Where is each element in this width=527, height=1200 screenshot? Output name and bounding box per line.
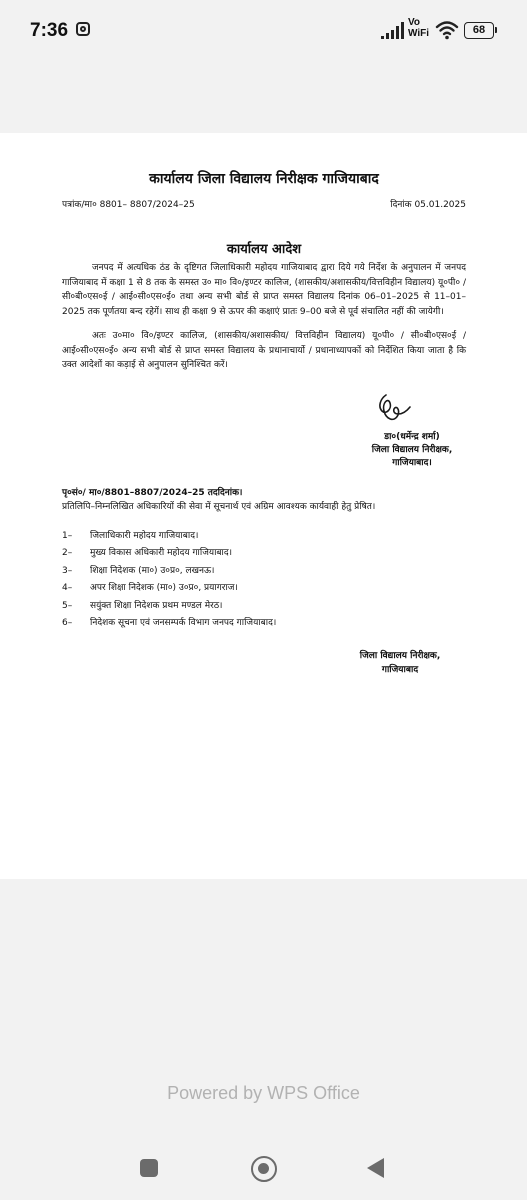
list-item (62, 563, 466, 580)
copy-intro: प्रतिलिपि–निम्नलिखित अधिकारियों की सेवा में सूचनार्थ एवं अग्रिम आवश्यक कार्यवाही हेतु प्रेषित। (62, 502, 376, 512)
signature-icon (372, 393, 414, 427)
recipient-text: अपर शिक्षा निदेशक (मा०) उ०प्र०, प्रयागराज। (90, 583, 238, 594)
home-circle-icon[interactable] (251, 1156, 277, 1182)
recipient-text: जिलाधिकारी महोदय गाजियाबाद। (90, 531, 199, 541)
recipient-text: शिक्षा निदेशक (मा०) उ०प्र०, लखनऊ। (90, 565, 215, 576)
recipient-number: 2– (62, 548, 73, 559)
office-title: कार्यालय जिला विद्यालय निरीक्षक गाजियाबाद (149, 171, 379, 187)
signatory-place: गाजियाबाद। (392, 458, 432, 468)
recipient-number: 4– (62, 583, 73, 594)
powered-by-label: Powered by WPS Office (167, 1083, 360, 1103)
recipient-number: 1– (62, 531, 73, 541)
vowifi-label-bottom: WiFi (408, 28, 430, 39)
battery-icon: 68 (464, 22, 494, 39)
list-item (62, 580, 466, 597)
recipient-number: 6– (62, 617, 73, 628)
footer-signatory-place: गाजियाबाद (381, 665, 419, 675)
recipient-number: 5– (62, 600, 73, 611)
letter-date: दिनांक 05.01.2025 (390, 200, 466, 210)
signal-strength-icon (380, 22, 406, 40)
signatory-block (352, 431, 472, 470)
footer-signatory-designation: जिला विद्यालय निरीक्षक, (359, 651, 441, 661)
recipient-text: निदेशक सूचना एवं जनसम्पर्क विभाग जनपद गाजियाबाद। (90, 617, 277, 628)
document-page[interactable] (0, 133, 527, 879)
vowifi-label-top: Vo (408, 17, 421, 28)
list-item (62, 528, 466, 545)
back-triangle-icon[interactable] (367, 1158, 384, 1178)
letter-number: पत्रांक/मा० 8801– 8807/2024–25 (62, 200, 195, 210)
navigation-bar (0, 1140, 527, 1200)
order-paragraph-2: अतः उ०मा० वि०/इण्टर कालिज, (शासकीय/अशासकीय/ वित्तविहीन विद्यालय) यू०पी० / सी०बी०एस०ई / आई०सी०एस०ई० अन्य सभी बोर्ड से प्राप्त समस्त विद्यालय के प्रधानाचार्यो / प्रधानाध्यापकों को निर्देशित किया जाता है कि उक्त आदेशों का कड़ाई से अनुपालन सुनिश्चित करें। (62, 331, 466, 371)
list-item (62, 545, 466, 562)
recipient-text: मुख्य विकास अधिकारी महोदय गाजियाबाद। (90, 548, 233, 559)
status-time: 7:36 (30, 20, 69, 41)
wifi-icon (435, 20, 459, 40)
order-heading: कार्यालय आदेश (226, 242, 302, 257)
signatory-name: डा०(धर्मेन्द्र शर्मा) (384, 432, 440, 442)
instagram-icon (76, 22, 90, 36)
recents-square-icon[interactable] (140, 1159, 158, 1177)
footer-signatory-block (340, 649, 460, 677)
list-item (62, 615, 466, 632)
recipient-text: सयुंक्त शिक्षा निदेशक प्रथम मण्डल मेरठ। (90, 600, 223, 611)
list-item (62, 598, 466, 615)
status-bar (0, 0, 527, 62)
order-paragraph-1: जनपद में अत्यधिक ठंड के दृष्टिगत जिलाधिकारी महोदय गाजियाबाद द्वारा दिये गये निर्देश के अनुपालन में जनपद गाजियाबाद में कक्षा 1 से 8 तक के समस्त उ० मा० वि०/इण्टर कालिज, (शासकीय/अशासकीय/वित्तविहीन विद्यालय) यू०पी० / सी०बी०एस०ई / आई०सी०एस०ई० तथा अन्य सभी बोर्ड से प्राप्त समस्त विद्यालय दिनांक 06–01–2025 से 11–01–2025 तक पूर्णतया बन्द रहेगें। साथ ही कक्षा 9 से ऊपर की कक्षाएं प्रातः 9–00 बजे से पूर्व संचालित नहीं की जायेगी। (62, 263, 466, 317)
recipient-number: 3– (62, 565, 73, 576)
recipient-list (62, 528, 466, 632)
vowifi-indicator (408, 17, 429, 39)
copy-reference: पृ०सं०/ मा०/8801–8807/2024–25 तददिनांक। (62, 488, 243, 498)
signatory-designation: जिला विद्यालय निरीक्षक, (371, 445, 453, 455)
